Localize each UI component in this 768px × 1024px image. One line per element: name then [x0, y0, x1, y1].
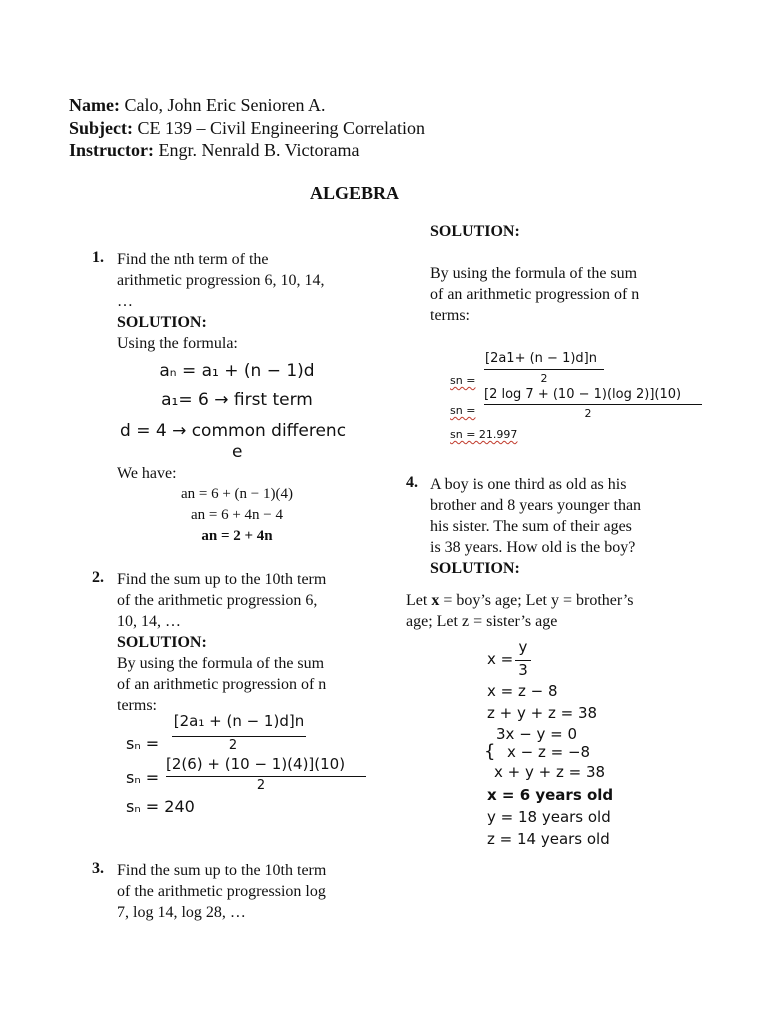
system-eq-2: x − z = −8 — [507, 743, 591, 761]
problem-2-numerator-2: [2(6) + (10 − 1)(4)](10) — [166, 755, 346, 773]
problem-4-let-line-1 — [406, 590, 696, 611]
problem-1-we-have: We have: — [117, 465, 177, 482]
problem-4-let — [406, 590, 696, 632]
problem-3-lhs-1 — [450, 374, 475, 387]
problem-2-solution-heading: SOLUTION: — [117, 634, 207, 651]
problem-1-line: arithmetic progression 6, 10, 14, — [117, 272, 325, 289]
problem-4-let-line-2: age; Let z = sister’s age — [406, 613, 558, 630]
problem-3-denominator-1: 2 — [540, 372, 548, 385]
eq-2: x = z − 8 — [487, 682, 558, 700]
fraction-bar — [172, 736, 306, 737]
problem-3-numerator-1: [2a1+ (n − 1)d]n — [485, 351, 597, 366]
problem-3-lhs-1-text: sn = — [450, 374, 476, 387]
formula-common-difference: d = 4 → common differenc — [120, 421, 347, 441]
eq-3: z + y + z = 38 — [487, 704, 598, 722]
problem-2-lhs-1: sₙ = — [126, 734, 160, 753]
eq-1-denominator: 3 — [518, 661, 528, 679]
name-value: Calo, John Eric Senioren A. — [119, 95, 326, 115]
problem-2-question — [117, 569, 377, 716]
problem-1-solution-heading: SOLUTION: — [117, 314, 207, 331]
eq-1-lhs: x = — [487, 650, 514, 668]
problem-4-question — [430, 474, 710, 579]
problem-3-intro — [430, 263, 690, 326]
system-eq-1: 3x − y = 0 — [496, 725, 578, 743]
problem-3-denominator-2: 2 — [584, 407, 592, 420]
fraction-bar — [484, 369, 604, 370]
formula-nth-term: aₙ = a₁ + (n − 1)d — [159, 361, 315, 381]
instructor-value: Engr. Nenrald B. Victorama — [153, 140, 360, 160]
problem-2-line: of the arithmetic progression 6, — [117, 592, 318, 609]
formula-first-term: a₁= 6 → first term — [161, 390, 313, 410]
instructor-label: Instructor: — [69, 140, 154, 160]
problem-4-line: his sister. The sum of their ages — [430, 518, 632, 535]
problem-2-line: terms: — [117, 697, 157, 714]
fraction-bar — [484, 404, 702, 405]
problem-3-question — [117, 860, 377, 923]
problem-1-line: … — [117, 293, 133, 310]
instructor-line — [69, 139, 360, 161]
problem-1-using: Using the formula: — [117, 335, 238, 352]
problem-1-question — [117, 249, 377, 354]
problem-3-line: of an arithmetic progression of n — [430, 286, 640, 303]
problem-4-solution-heading: SOLUTION: — [430, 560, 520, 577]
answer-z: z = 14 years old — [487, 830, 610, 848]
answer-y: y = 18 years old — [487, 808, 611, 826]
problem-3-line: By using the formula of the sum — [430, 265, 638, 282]
problem-4-line: A boy is one third as old as his — [430, 476, 627, 493]
eq-1-numerator: y — [518, 638, 528, 656]
problem-4-line: is 38 years. How old is the boy? — [430, 539, 636, 556]
problem-2-numerator-1: [2a₁ + (n − 1)d]n — [173, 712, 305, 730]
subject-label: Subject: — [69, 118, 133, 138]
formula-common-difference-wrap: e — [232, 442, 243, 462]
problem-1-line: Find the nth term of the — [117, 251, 269, 268]
problem-1-answer: an = 2 + 4n — [201, 528, 273, 544]
problem-2-line: of an arithmetic progression of n — [117, 676, 327, 693]
let-x: x — [431, 592, 440, 609]
problem-4-number: 4. — [406, 474, 418, 491]
problem-4-line: brother and 8 years younger than — [430, 497, 642, 514]
system-eq-3: x + y + z = 38 — [494, 763, 606, 781]
problem-3-answer-text: sn = 21.997 — [450, 428, 518, 441]
problem-3-numerator-2: [2 log 7 + (10 − 1)(log 2)](10) — [484, 387, 682, 402]
problem-3-answer — [450, 428, 517, 441]
problem-2-number: 2. — [92, 569, 104, 586]
answer-x: x = 6 years old — [487, 786, 614, 804]
problem-3-lhs-2 — [450, 404, 475, 417]
problem-3-lhs-2-text: sn = — [450, 404, 476, 417]
problem-2-line: Find the sum up to the 10th term — [117, 571, 327, 588]
problem-3-line: Find the sum up to the 10th term — [117, 862, 327, 879]
problem-3-number: 3. — [92, 860, 104, 877]
problem-1-step-1: an = 6 + (n − 1)(4) — [180, 486, 294, 502]
problem-1-step-2: an = 6 + 4n − 4 — [190, 507, 284, 523]
fraction-bar — [166, 776, 366, 777]
page-title: ALGEBRA — [310, 183, 400, 203]
problem-3-line: terms: — [430, 307, 470, 324]
system-brace: { — [484, 741, 496, 762]
problem-2-denominator-2: 2 — [256, 778, 266, 793]
problem-2-answer: sₙ = 240 — [126, 797, 195, 816]
problem-3-solution-heading: SOLUTION: — [430, 223, 520, 240]
let-text: = boy’s age; Let y = brother’s — [439, 592, 634, 609]
name-label: Name: — [69, 95, 120, 115]
subject-line — [69, 117, 425, 139]
problem-3-line: of the arithmetic progression log — [117, 883, 326, 900]
let-text: Let — [406, 592, 432, 609]
problem-2-lhs-2: sₙ = — [126, 768, 160, 787]
name-line — [69, 94, 325, 116]
problem-2-line: 10, 14, … — [117, 613, 181, 630]
problem-1-number: 1. — [92, 249, 104, 266]
problem-2-denominator-1: 2 — [228, 738, 238, 753]
problem-3-line: 7, log 14, log 28, … — [117, 904, 246, 921]
subject-value: CE 139 – Civil Engineering Correlation — [133, 118, 425, 138]
problem-2-line: By using the formula of the sum — [117, 655, 325, 672]
